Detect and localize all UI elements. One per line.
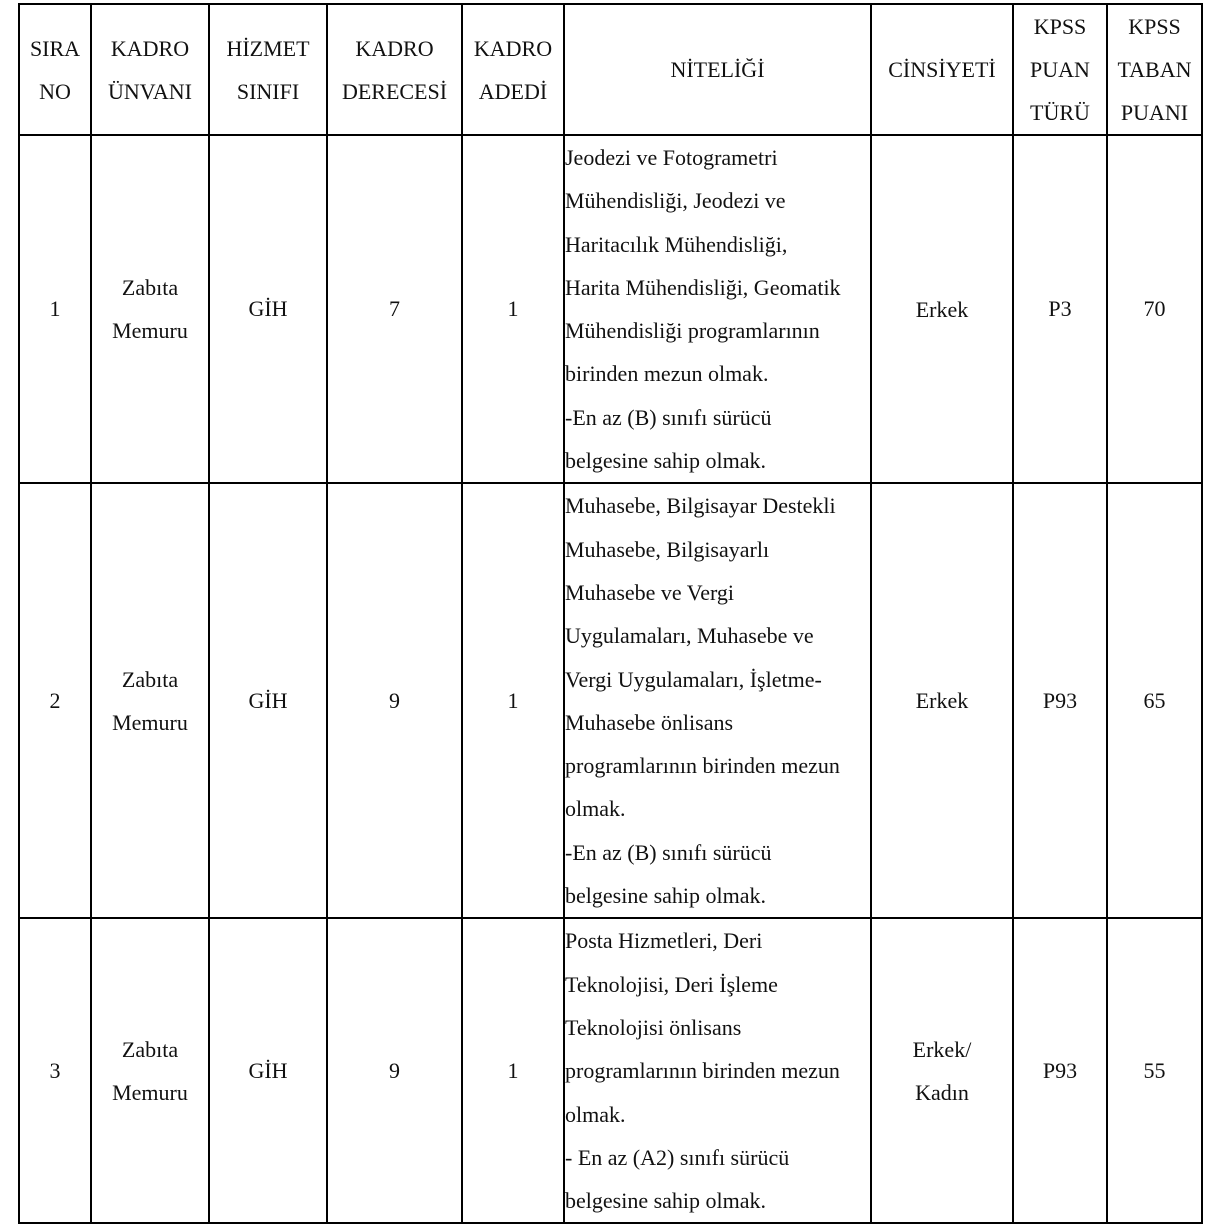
cell-niteligi: Posta Hizmetleri, Deri Teknolojisi, Deri İşleme Teknolojisi önlisans programlarının birinden mezun olmak. - En az (A2) sınıfı sürücü belgesine sahip olmak. <box>564 918 871 1223</box>
table-row <box>19 135 1202 483</box>
header-kadro-adedi: KADRO ADEDİ <box>462 4 564 135</box>
cell-niteligi: Muhasebe, Bilgisayar Destekli Muhasebe, Bilgisayarlı Muhasebe ve Vergi Uygulamaları, Muhasebe ve Vergi Uygulamaları, İşletme- Muhasebe önlisans programlarının birinden mezun olmak. -En az (B) sınıfı sürücü belgesine sahip olmak. <box>564 483 871 918</box>
cell-kpss-taban-puani: 55 <box>1107 918 1202 1223</box>
header-hizmet-sinifi: HİZMET SINIFI <box>209 4 327 135</box>
header-sira-no: SIRA NO <box>19 4 91 135</box>
header-kadro-unvani: KADRO ÜNVANI <box>91 4 209 135</box>
header-kpss-puan-turu: KPSS PUAN TÜRÜ <box>1013 4 1107 135</box>
cell-kadro-derecesi: 9 <box>327 483 462 918</box>
cell-cinsiyeti: Erkek <box>871 483 1013 918</box>
cell-sira-no: 3 <box>19 918 91 1223</box>
cell-sira-no: 1 <box>19 135 91 483</box>
cell-kadro-derecesi: 7 <box>327 135 462 483</box>
cell-kadro-adedi: 1 <box>462 483 564 918</box>
cell-kadro-unvani: Zabıta Memuru <box>91 483 209 918</box>
cell-hizmet-sinifi: GİH <box>209 918 327 1223</box>
cell-niteligi: Jeodezi ve Fotogrametri Mühendisliği, Jeodezi ve Haritacılık Mühendisliği, Harita Mühendisliği, Geomatik Mühendisliği programlarının birinden mezun olmak. -En az (B) sınıfı sürücü belgesine sahip olmak. <box>564 135 871 483</box>
header-cinsiyeti: CİNSİYETİ <box>871 4 1013 135</box>
cell-sira-no: 2 <box>19 483 91 918</box>
header-kpss-taban-puani: KPSS TABAN PUANI <box>1107 4 1202 135</box>
cell-kadro-derecesi: 9 <box>327 918 462 1223</box>
cell-kpss-puan-turu: P93 <box>1013 918 1107 1223</box>
cell-hizmet-sinifi: GİH <box>209 135 327 483</box>
header-row <box>19 4 1202 135</box>
cell-kadro-unvani: Zabıta Memuru <box>91 135 209 483</box>
cell-cinsiyeti: Erkek <box>871 135 1013 483</box>
cell-kadro-adedi: 1 <box>462 918 564 1223</box>
table-row <box>19 918 1202 1223</box>
cell-kpss-puan-turu: P93 <box>1013 483 1107 918</box>
positions-table <box>18 3 1203 1224</box>
cell-kadro-unvani: Zabıta Memuru <box>91 918 209 1223</box>
header-kadro-derecesi: KADRO DERECESİ <box>327 4 462 135</box>
cell-kpss-taban-puani: 70 <box>1107 135 1202 483</box>
table-row <box>19 483 1202 918</box>
cell-cinsiyeti: Erkek/ Kadın <box>871 918 1013 1223</box>
cell-kadro-adedi: 1 <box>462 135 564 483</box>
cell-hizmet-sinifi: GİH <box>209 483 327 918</box>
cell-kpss-puan-turu: P3 <box>1013 135 1107 483</box>
header-niteligi: NİTELİĞİ <box>564 4 871 135</box>
cell-kpss-taban-puani: 65 <box>1107 483 1202 918</box>
